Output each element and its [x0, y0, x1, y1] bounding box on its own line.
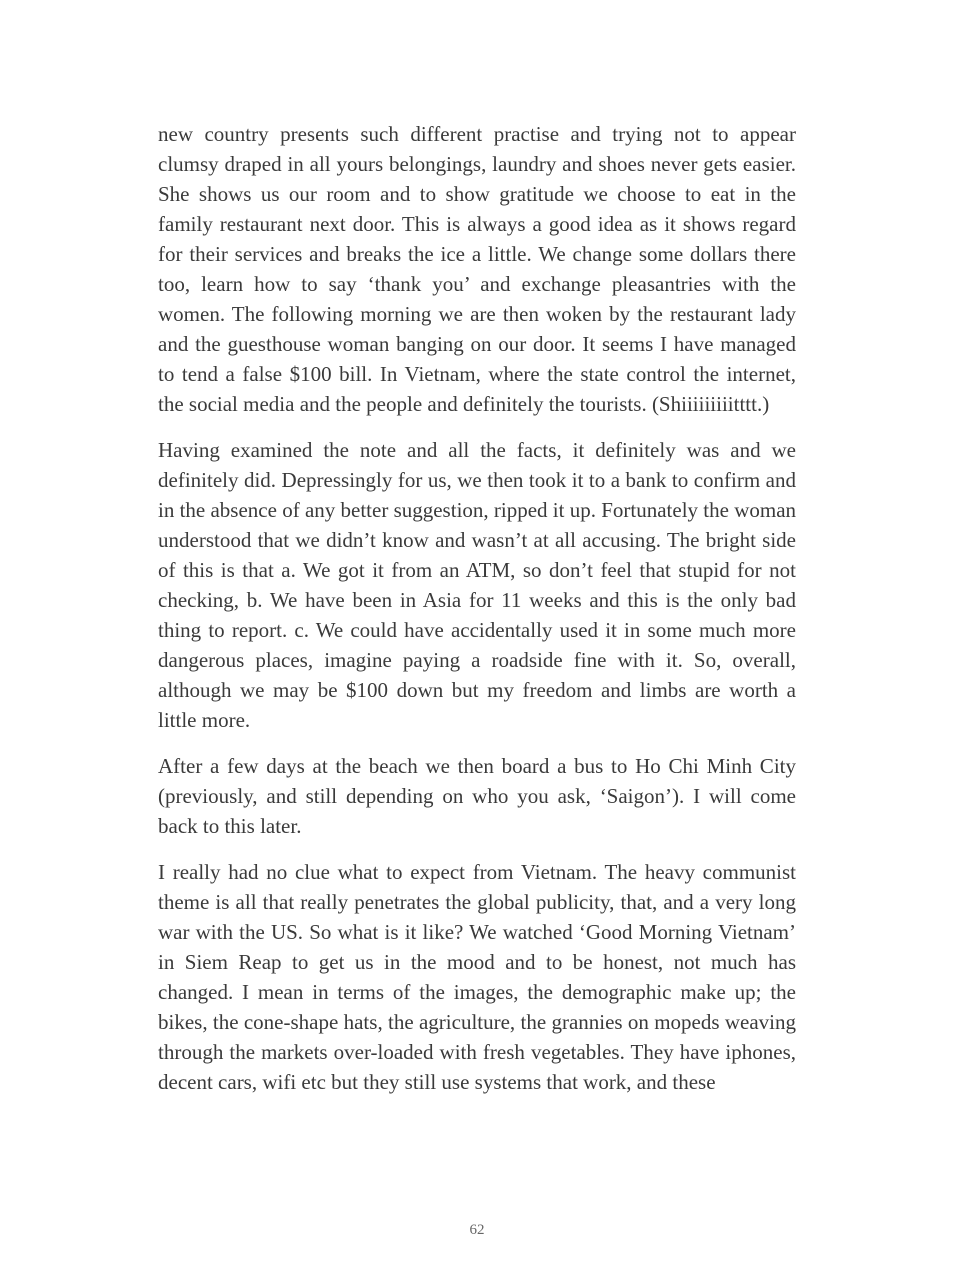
paragraph-3: After a few days at the beach we then board a bus to Ho Chi Minh City (previously, and still depending on who you ask, ‘Saigon’). I will come back to this later. — [158, 754, 796, 838]
paragraph-1: new country presents such different practise and trying not to appear clumsy draped in all yours belongings, laundry and shoes never gets easier. She shows us our room and to show gratitude we choose to eat in the family restaurant next door. This is always a good idea as it shows regard for their services and breaks the ice a little. We change some dollars there too, learn how to say ‘thank you’ and exchange pleasantries with the women. The following morning we are then woken by the restaurant lady and the guesthouse woman banging on our door. It seems I have managed to tend a false $100 bill. In Vietnam, where the state control the internet, the social media and the people and definitely the tourists. (Shiiiiiiiiitttt.) — [158, 122, 796, 416]
page-body — [158, 119, 796, 1113]
paragraph-2: Having examined the note and all the facts, it definitely was and we definitely did. Depressingly for us, we then took it to a bank to confirm and in the absence of any better suggestion, ripped it up. Fortunately the woman understood that we didn’t know and wasn’t at all accusing. The bright side of this is that a. We got it from an ATM, so don’t feel that stupid for not checking, b. We have been in Asia for 11 weeks and this is the only bad thing to report. c. We could have accidentally used it in some much more dangerous places, imagine paying a roadside fine with it. So, overall, although we may be $100 down but my freedom and limbs are worth a little more. — [158, 438, 797, 732]
paragraph-4: I really had no clue what to expect from Vietnam. The heavy communist theme is all that really penetrates the global publicity, that, and a very long war with the US. So what is it like? We watched ‘Good Morning Vietnam’ in Siem Reap to get us in the mood and to be honest, not much has changed. I mean in terms of the images, the demographic make up; the bikes, the cone-shape hats, the agriculture, the grannies on mopeds weaving through the markets over-loaded with fresh vegetables. They have iphones, decent cars, wifi etc but they still use systems that work, and these — [158, 860, 796, 1094]
page-number: 62 — [469, 1222, 485, 1238]
